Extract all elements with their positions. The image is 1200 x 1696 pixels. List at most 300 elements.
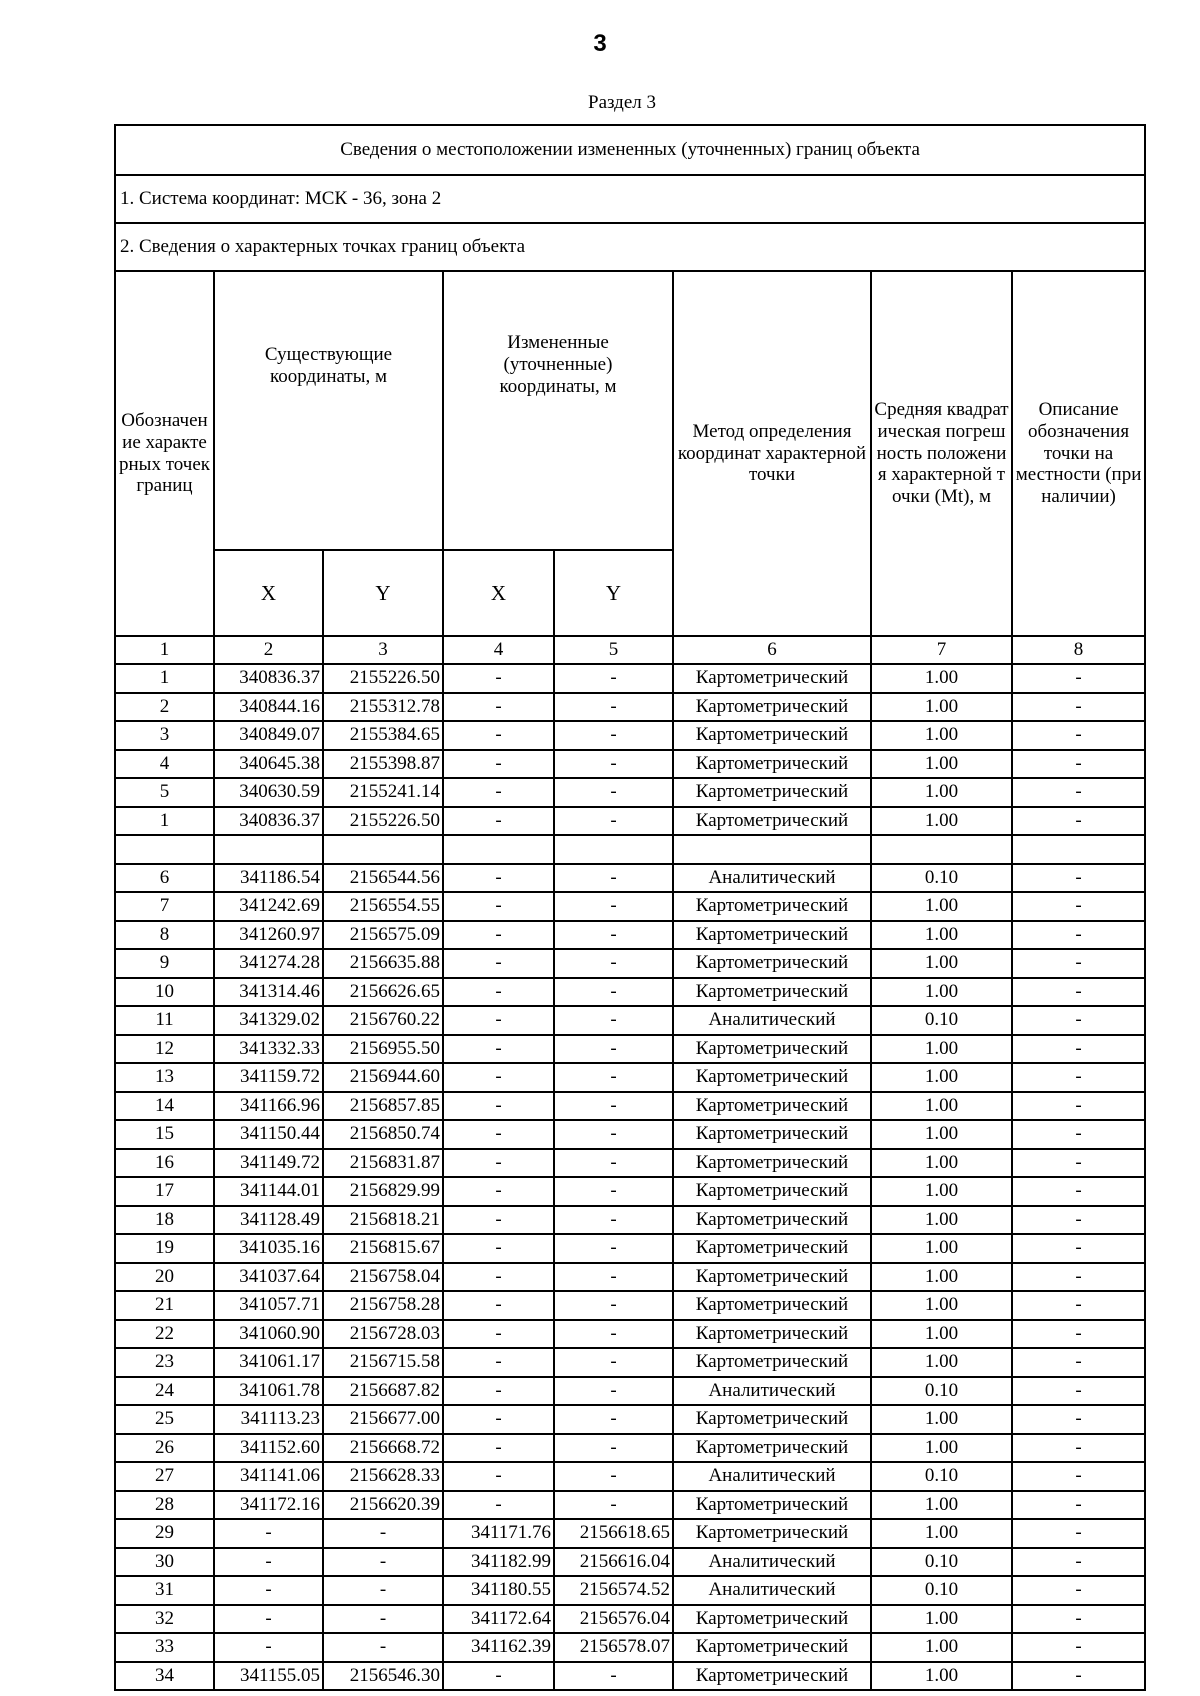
description-cell: -	[1012, 1434, 1145, 1463]
existing-y-cell: 2155384.65	[323, 721, 443, 750]
method-cell: Картометрический	[673, 1063, 871, 1092]
point-number: 3	[115, 721, 214, 750]
description-cell: -	[1012, 721, 1145, 750]
existing-x-cell: 341186.54	[214, 864, 323, 893]
existing-x-cell: 341155.05	[214, 1662, 323, 1691]
table-row	[115, 1348, 1145, 1377]
existing-x-cell: -	[214, 1605, 323, 1634]
error-cell: 1.00	[871, 693, 1012, 722]
method-cell: Картометрический	[673, 892, 871, 921]
point-number: 34	[115, 1662, 214, 1691]
changed-y-cell: -	[554, 1035, 673, 1064]
changed-y-cell: -	[554, 921, 673, 950]
existing-x-cell: 341329.02	[214, 1006, 323, 1035]
point-number: 4	[115, 750, 214, 779]
error-cell: 0.10	[871, 1462, 1012, 1491]
table-row	[115, 807, 1145, 836]
table-row	[115, 1177, 1145, 1206]
section-label: Раздел 3	[588, 92, 656, 113]
changed-x-cell: -	[443, 778, 554, 807]
changed-x-cell: -	[443, 1063, 554, 1092]
method-cell: Аналитический	[673, 1006, 871, 1035]
changed-x-cell: 341172.64	[443, 1605, 554, 1634]
point-number: 12	[115, 1035, 214, 1064]
header-changed-y: Y	[554, 550, 673, 636]
existing-y-cell: 2155241.14	[323, 778, 443, 807]
table-row	[115, 921, 1145, 950]
changed-x-cell: -	[443, 1149, 554, 1178]
table-row	[115, 1063, 1145, 1092]
existing-y-cell: 2155226.50	[323, 664, 443, 693]
table-row	[115, 750, 1145, 779]
description-cell: -	[1012, 1291, 1145, 1320]
changed-y-cell: -	[554, 1006, 673, 1035]
changed-y-cell: 2156618.65	[554, 1519, 673, 1548]
changed-x-cell	[443, 835, 554, 864]
description-cell: -	[1012, 1662, 1145, 1691]
error-cell: 1.00	[871, 1092, 1012, 1121]
point-number: 32	[115, 1605, 214, 1634]
point-number: 25	[115, 1405, 214, 1434]
point-number: 1	[115, 664, 214, 693]
changed-x-cell: -	[443, 1320, 554, 1349]
point-number: 15	[115, 1120, 214, 1149]
table-row	[115, 664, 1145, 693]
existing-y-cell: 2156955.50	[323, 1035, 443, 1064]
error-cell: 1.00	[871, 664, 1012, 693]
description-cell: -	[1012, 1348, 1145, 1377]
error-cell: 1.00	[871, 978, 1012, 1007]
method-cell: Картометрический	[673, 978, 871, 1007]
header-method	[673, 271, 871, 636]
table-row	[115, 1006, 1145, 1035]
changed-x-cell: -	[443, 892, 554, 921]
error-cell: 1.00	[871, 721, 1012, 750]
changed-y-cell: -	[554, 892, 673, 921]
error-cell: 1.00	[871, 1149, 1012, 1178]
changed-x-cell: -	[443, 1263, 554, 1292]
error-cell: 1.00	[871, 807, 1012, 836]
description-cell: -	[1012, 1491, 1145, 1520]
existing-y-cell: 2156626.65	[323, 978, 443, 1007]
changed-y-cell: -	[554, 778, 673, 807]
existing-y-cell: 2156544.56	[323, 864, 443, 893]
description-cell: -	[1012, 1633, 1145, 1662]
method-cell: Картометрический	[673, 921, 871, 950]
header-existing-coords-text: Существующие координаты, м	[264, 344, 393, 387]
description-cell: -	[1012, 750, 1145, 779]
method-cell: Аналитический	[673, 1377, 871, 1406]
changed-y-cell: -	[554, 1092, 673, 1121]
changed-y-cell: -	[554, 721, 673, 750]
description-cell: -	[1012, 1149, 1145, 1178]
existing-y-cell: 2156554.55	[323, 892, 443, 921]
changed-x-cell: -	[443, 1234, 554, 1263]
changed-y-cell: -	[554, 1434, 673, 1463]
description-cell: -	[1012, 949, 1145, 978]
changed-y-cell: -	[554, 807, 673, 836]
table-row	[115, 693, 1145, 722]
method-cell: Картометрический	[673, 1320, 871, 1349]
description-cell: -	[1012, 1377, 1145, 1406]
column-number: 2	[214, 636, 323, 664]
description-cell: -	[1012, 1405, 1145, 1434]
existing-x-cell: 341061.78	[214, 1377, 323, 1406]
header-designation	[115, 271, 214, 636]
existing-x-cell: 341057.71	[214, 1291, 323, 1320]
existing-x-cell: 341159.72	[214, 1063, 323, 1092]
changed-x-cell: 341171.76	[443, 1519, 554, 1548]
changed-y-cell: -	[554, 1149, 673, 1178]
changed-x-cell: -	[443, 750, 554, 779]
existing-x-cell	[214, 835, 323, 864]
header-existing-y: Y	[323, 550, 443, 636]
table-row	[115, 1605, 1145, 1634]
method-cell: Картометрический	[673, 1120, 871, 1149]
header-changed-coords-text: Измененные (уточненные) координаты, м	[499, 332, 617, 397]
table-row	[115, 1035, 1145, 1064]
existing-y-cell: 2156758.28	[323, 1291, 443, 1320]
method-cell: Картометрический	[673, 1633, 871, 1662]
point-number: 20	[115, 1263, 214, 1292]
existing-y-cell: 2155226.50	[323, 807, 443, 836]
changed-x-cell: -	[443, 921, 554, 950]
header-error	[871, 271, 1012, 636]
table-row	[115, 1234, 1145, 1263]
error-cell: 1.00	[871, 778, 1012, 807]
changed-x-cell: -	[443, 1092, 554, 1121]
existing-x-cell: 341061.17	[214, 1348, 323, 1377]
changed-x-cell: -	[443, 978, 554, 1007]
existing-x-cell: -	[214, 1519, 323, 1548]
method-cell: Картометрический	[673, 1519, 871, 1548]
point-number	[115, 835, 214, 864]
changed-y-cell: -	[554, 1320, 673, 1349]
error-cell: 1.00	[871, 1491, 1012, 1520]
changed-x-cell: -	[443, 693, 554, 722]
method-cell: Картометрический	[673, 1092, 871, 1121]
header-designation-text: Обозначение характерных точек границ	[119, 409, 210, 497]
error-cell: 1.00	[871, 1291, 1012, 1320]
method-cell: Аналитический	[673, 1548, 871, 1577]
point-number: 1	[115, 807, 214, 836]
changed-y-cell: -	[554, 1491, 673, 1520]
point-number: 9	[115, 949, 214, 978]
point-number: 17	[115, 1177, 214, 1206]
existing-x-cell: 341113.23	[214, 1405, 323, 1434]
existing-y-cell: -	[323, 1633, 443, 1662]
error-cell: 1.00	[871, 1320, 1012, 1349]
description-cell	[1012, 835, 1145, 864]
changed-y-cell: -	[554, 1177, 673, 1206]
existing-x-cell: 341260.97	[214, 921, 323, 950]
table-row	[115, 1519, 1145, 1548]
table-row	[115, 1092, 1145, 1121]
error-cell: 1.00	[871, 1206, 1012, 1235]
existing-x-cell: 341128.49	[214, 1206, 323, 1235]
column-number: 1	[115, 636, 214, 664]
method-cell: Картометрический	[673, 750, 871, 779]
description-cell: -	[1012, 921, 1145, 950]
header-changed-coords	[443, 271, 673, 550]
header-description	[1012, 271, 1145, 636]
table-row	[115, 1405, 1145, 1434]
point-number: 30	[115, 1548, 214, 1577]
changed-y-cell: 2156574.52	[554, 1576, 673, 1605]
table-row	[115, 1633, 1145, 1662]
method-cell: Картометрический	[673, 807, 871, 836]
column-number: 3	[323, 636, 443, 664]
changed-x-cell: -	[443, 864, 554, 893]
changed-y-cell: -	[554, 1063, 673, 1092]
point-number: 11	[115, 1006, 214, 1035]
existing-y-cell: 2156715.58	[323, 1348, 443, 1377]
point-number: 5	[115, 778, 214, 807]
table-row	[115, 1291, 1145, 1320]
changed-y-cell: -	[554, 1462, 673, 1491]
column-number: 5	[554, 636, 673, 664]
existing-y-cell: 2156758.04	[323, 1263, 443, 1292]
error-cell: 1.00	[871, 921, 1012, 950]
method-cell: Картометрический	[673, 1206, 871, 1235]
changed-y-cell: 2156576.04	[554, 1605, 673, 1634]
error-cell: 0.10	[871, 1006, 1012, 1035]
method-cell: Картометрический	[673, 949, 871, 978]
existing-y-cell: 2156635.88	[323, 949, 443, 978]
existing-x-cell: 341152.60	[214, 1434, 323, 1463]
existing-x-cell: 340849.07	[214, 721, 323, 750]
point-number: 10	[115, 978, 214, 1007]
table-row	[115, 1206, 1145, 1235]
description-cell: -	[1012, 664, 1145, 693]
error-cell: 1.00	[871, 949, 1012, 978]
changed-x-cell: -	[443, 1377, 554, 1406]
table-row	[115, 1377, 1145, 1406]
description-cell: -	[1012, 693, 1145, 722]
method-cell: Картометрический	[673, 1662, 871, 1691]
existing-y-cell: 2156944.60	[323, 1063, 443, 1092]
table-row	[115, 1120, 1145, 1149]
existing-x-cell: -	[214, 1633, 323, 1662]
existing-x-cell: 340836.37	[214, 664, 323, 693]
existing-y-cell: 2156677.00	[323, 1405, 443, 1434]
changed-x-cell: -	[443, 1035, 554, 1064]
error-cell: 1.00	[871, 1035, 1012, 1064]
existing-y-cell: -	[323, 1605, 443, 1634]
boundary-points-table	[114, 124, 1146, 1691]
existing-y-cell: 2156850.74	[323, 1120, 443, 1149]
header-method-text: Метод определения координат характерной точки	[677, 420, 867, 486]
table-row	[115, 1320, 1145, 1349]
changed-x-cell: -	[443, 1120, 554, 1149]
description-cell: -	[1012, 1006, 1145, 1035]
changed-y-cell: -	[554, 664, 673, 693]
existing-x-cell: 341144.01	[214, 1177, 323, 1206]
changed-x-cell: -	[443, 1491, 554, 1520]
table-row	[115, 892, 1145, 921]
table-row	[115, 1263, 1145, 1292]
point-number: 2	[115, 693, 214, 722]
error-cell	[871, 835, 1012, 864]
existing-x-cell: 341166.96	[214, 1092, 323, 1121]
header-error-text: Средняя квадратическая погрешность положения характерной точки (Mt), м	[874, 398, 1009, 508]
table-row	[115, 1548, 1145, 1577]
coord-system-row: 1. Система координат: МСК - 36, зона 2	[115, 175, 1145, 223]
existing-x-cell: 341314.46	[214, 978, 323, 1007]
existing-y-cell: -	[323, 1548, 443, 1577]
table-row	[115, 978, 1145, 1007]
changed-x-cell: -	[443, 1434, 554, 1463]
header-existing-x: X	[214, 550, 323, 636]
existing-x-cell: 341060.90	[214, 1320, 323, 1349]
existing-x-cell: 341332.33	[214, 1035, 323, 1064]
changed-y-cell: -	[554, 1662, 673, 1691]
existing-y-cell: 2156760.22	[323, 1006, 443, 1035]
description-cell: -	[1012, 1177, 1145, 1206]
description-cell: -	[1012, 978, 1145, 1007]
description-cell: -	[1012, 1462, 1145, 1491]
changed-x-cell: -	[443, 1177, 554, 1206]
existing-x-cell: 340844.16	[214, 693, 323, 722]
existing-y-cell: 2156620.39	[323, 1491, 443, 1520]
changed-y-cell: -	[554, 1120, 673, 1149]
table-row	[115, 721, 1145, 750]
description-cell: -	[1012, 1035, 1145, 1064]
description-cell: -	[1012, 1120, 1145, 1149]
existing-y-cell	[323, 835, 443, 864]
method-cell: Картометрический	[673, 778, 871, 807]
existing-y-cell: 2155312.78	[323, 693, 443, 722]
existing-x-cell: -	[214, 1576, 323, 1605]
changed-x-cell: -	[443, 664, 554, 693]
changed-x-cell: -	[443, 1405, 554, 1434]
changed-y-cell: -	[554, 978, 673, 1007]
changed-y-cell: -	[554, 1263, 673, 1292]
column-number: 8	[1012, 636, 1145, 664]
existing-x-cell: 340630.59	[214, 778, 323, 807]
point-number: 22	[115, 1320, 214, 1349]
point-number: 6	[115, 864, 214, 893]
description-cell: -	[1012, 892, 1145, 921]
point-number: 23	[115, 1348, 214, 1377]
changed-x-cell: -	[443, 949, 554, 978]
table-row	[115, 1149, 1145, 1178]
method-cell: Картометрический	[673, 1434, 871, 1463]
method-cell: Картометрический	[673, 1491, 871, 1520]
table-row	[115, 835, 1145, 864]
existing-y-cell: 2156728.03	[323, 1320, 443, 1349]
error-cell: 1.00	[871, 1263, 1012, 1292]
existing-x-cell: 341172.16	[214, 1491, 323, 1520]
method-cell: Картометрический	[673, 1405, 871, 1434]
existing-y-cell: 2156829.99	[323, 1177, 443, 1206]
error-cell: 1.00	[871, 1120, 1012, 1149]
method-cell: Картометрический	[673, 1035, 871, 1064]
error-cell: 1.00	[871, 1063, 1012, 1092]
existing-x-cell: 341274.28	[214, 949, 323, 978]
existing-y-cell: 2156628.33	[323, 1462, 443, 1491]
method-cell: Картометрический	[673, 1177, 871, 1206]
table-row	[115, 1662, 1145, 1691]
table-row	[115, 864, 1145, 893]
changed-x-cell: -	[443, 1462, 554, 1491]
method-cell: Картометрический	[673, 1348, 871, 1377]
method-cell: Картометрический	[673, 1234, 871, 1263]
changed-y-cell: -	[554, 693, 673, 722]
method-cell: Аналитический	[673, 1576, 871, 1605]
existing-y-cell: 2156687.82	[323, 1377, 443, 1406]
existing-y-cell: 2156818.21	[323, 1206, 443, 1235]
changed-y-cell: -	[554, 1234, 673, 1263]
method-cell: Картометрический	[673, 1149, 871, 1178]
header-changed-x: X	[443, 550, 554, 636]
points-info-row: 2. Сведения о характерных точках границ объекта	[115, 223, 1145, 271]
error-cell: 1.00	[871, 1662, 1012, 1691]
changed-y-cell	[554, 835, 673, 864]
existing-x-cell: 341141.06	[214, 1462, 323, 1491]
method-cell: Картометрический	[673, 664, 871, 693]
changed-x-cell: 341162.39	[443, 1633, 554, 1662]
error-cell: 0.10	[871, 1377, 1012, 1406]
description-cell: -	[1012, 1234, 1145, 1263]
changed-x-cell: -	[443, 1006, 554, 1035]
changed-x-cell: -	[443, 1291, 554, 1320]
existing-y-cell: 2156546.30	[323, 1662, 443, 1691]
column-number: 4	[443, 636, 554, 664]
changed-x-cell: -	[443, 721, 554, 750]
existing-y-cell: -	[323, 1576, 443, 1605]
column-numbers-row	[115, 636, 1145, 664]
point-number: 28	[115, 1491, 214, 1520]
changed-x-cell: -	[443, 1206, 554, 1235]
error-cell: 0.10	[871, 864, 1012, 893]
point-number: 33	[115, 1633, 214, 1662]
method-cell: Картометрический	[673, 1263, 871, 1292]
existing-y-cell: 2156815.67	[323, 1234, 443, 1263]
changed-y-cell: -	[554, 1377, 673, 1406]
table-row	[115, 778, 1145, 807]
header-existing-coords	[214, 271, 443, 550]
existing-y-cell: 2155398.87	[323, 750, 443, 779]
error-cell: 1.00	[871, 750, 1012, 779]
error-cell: 1.00	[871, 1405, 1012, 1434]
existing-y-cell: 2156575.09	[323, 921, 443, 950]
existing-x-cell: 341150.44	[214, 1120, 323, 1149]
changed-x-cell: -	[443, 1348, 554, 1377]
point-number: 21	[115, 1291, 214, 1320]
method-cell	[673, 835, 871, 864]
changed-y-cell: -	[554, 1405, 673, 1434]
point-number: 19	[115, 1234, 214, 1263]
changed-x-cell: -	[443, 807, 554, 836]
error-cell: 0.10	[871, 1576, 1012, 1605]
changed-x-cell: -	[443, 1662, 554, 1691]
page-number: 3	[593, 30, 607, 57]
description-cell: -	[1012, 1092, 1145, 1121]
point-number: 16	[115, 1149, 214, 1178]
method-cell: Картометрический	[673, 721, 871, 750]
error-cell: 1.00	[871, 1633, 1012, 1662]
error-cell: 1.00	[871, 1177, 1012, 1206]
changed-y-cell: -	[554, 949, 673, 978]
existing-y-cell: 2156831.87	[323, 1149, 443, 1178]
method-cell: Картометрический	[673, 1605, 871, 1634]
existing-x-cell: 341035.16	[214, 1234, 323, 1263]
changed-y-cell: -	[554, 1348, 673, 1377]
point-number: 14	[115, 1092, 214, 1121]
error-cell: 1.00	[871, 1434, 1012, 1463]
point-number: 29	[115, 1519, 214, 1548]
